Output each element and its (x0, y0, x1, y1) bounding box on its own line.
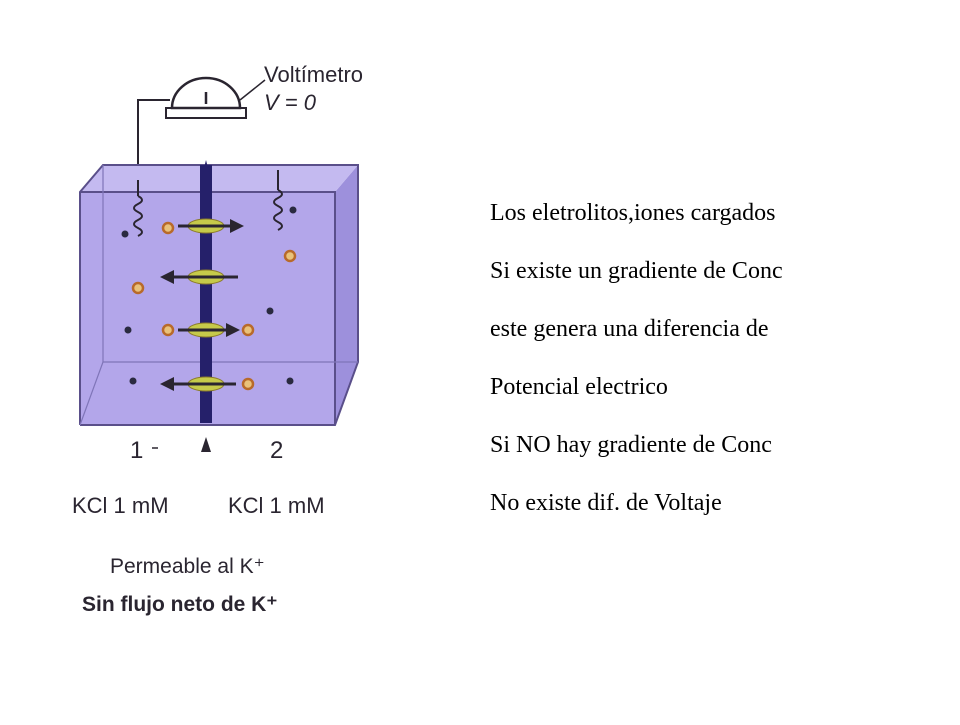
voltmeter-icon (166, 78, 246, 118)
compartment-2-solution: KCl 1 mM (228, 493, 325, 518)
membrane (200, 160, 212, 452)
compartment-2-label: 2 (270, 437, 284, 464)
text-line: este genera una diferencia de (490, 316, 769, 342)
text-line: No existe dif. de Voltaje (490, 490, 722, 516)
voltmeter-reading: V = 0 (264, 90, 316, 115)
explanation-text (490, 184, 930, 532)
permeability-caption: Permeable al K⁺ (110, 555, 265, 578)
text-line: Los eletrolitos,iones cargados (490, 200, 776, 226)
text-line: Si existe un gradiente de Conc (490, 258, 783, 284)
compartment-1-solution: KCl 1 mM (72, 493, 169, 518)
net-flux-caption: Sin flujo neto de K⁺ (82, 593, 278, 616)
text-line: Potencial electrico (490, 374, 668, 400)
voltmeter-label: Voltímetro (264, 62, 364, 87)
text-line: Si NO hay gradiente de Conc (490, 432, 772, 458)
voltmeter-leader-line (240, 80, 265, 100)
compartment-1-label: 1 (130, 437, 144, 464)
membrane-potential-diagram (0, 0, 460, 720)
